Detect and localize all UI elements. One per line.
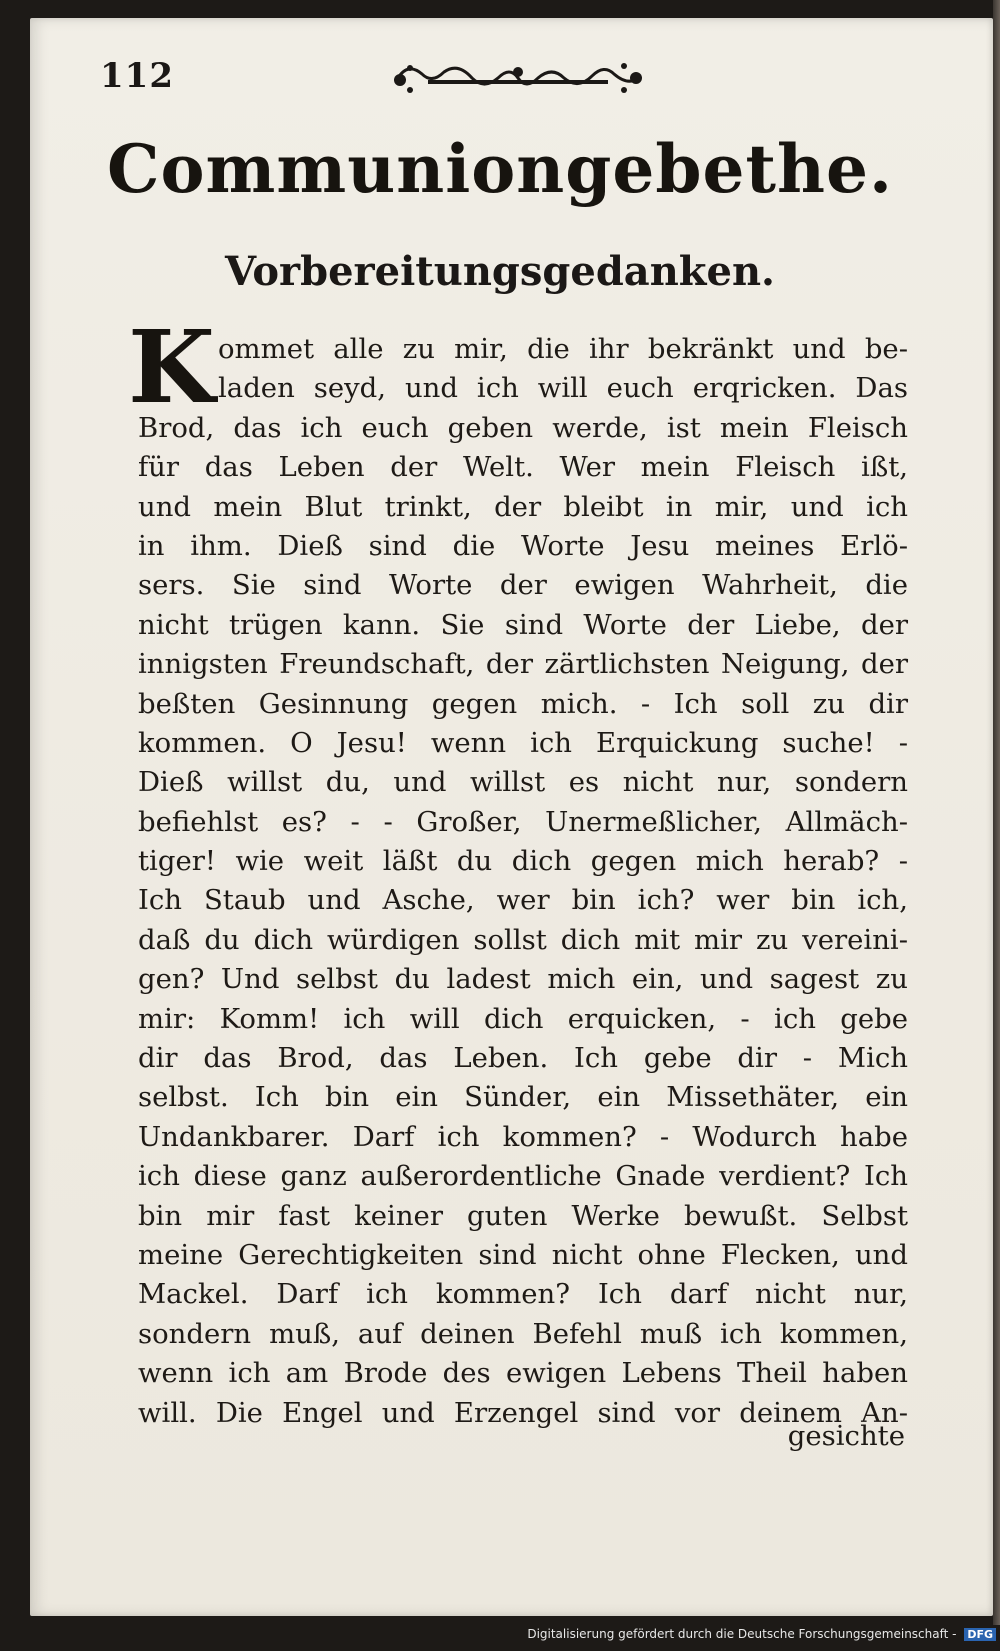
dfg-logo: DFG — [964, 1628, 996, 1641]
text-line: tiger! wie weit läßt du dich gegen mich herab? - — [138, 845, 908, 878]
text-line: Mackel. Darf ich kommen? Ich darf nicht nur, — [138, 1278, 908, 1311]
text-line: wenn ich am Brode des ewigen Lebens Theil haben — [138, 1357, 908, 1390]
section-heading: Vorbereitungsgedanken. — [225, 248, 775, 295]
text-line: befiehlst es? - - Großer, Unermeßlicher, Allmäch- — [138, 805, 908, 838]
ornament-flourish — [388, 58, 648, 98]
page-number: 112 — [100, 56, 174, 96]
text-line: in ihm. Dieß sind die Worte Jesu meines Erlö- — [138, 529, 908, 562]
body-text — [138, 330, 908, 1433]
text-line: Brod, das ich euch geben werde, ist mein Fleisch — [138, 411, 908, 444]
text-line: kommen. O Jesu! wenn ich Erquickung suche! - — [138, 726, 908, 759]
text-line: selbst. Ich bin ein Sünder, ein Missethäter, ein — [138, 1081, 908, 1114]
text-line: ommet alle zu mir, die ihr bekränkt und be- — [218, 333, 908, 365]
text-line: für das Leben der Welt. Wer mein Fleisch ißt, — [138, 451, 908, 484]
text-line: mir: Komm! ich will dich erquicken, - ich gebe — [138, 1002, 908, 1035]
text-line: bin mir fast keiner guten Werke bewußt. Selbst — [138, 1199, 908, 1232]
text-line: gen? Und selbst du ladest mich ein, und sagest zu — [138, 963, 908, 996]
text-line: nicht trügen kann. Sie sind Worte der Liebe, der — [138, 608, 908, 641]
text-line: Undankbarer. Darf ich kommen? - Wodurch habe — [138, 1120, 908, 1153]
footer-credit: Digitalisierung gefördert durch die Deutsche Forschungsgemeinschaft - — [527, 1627, 957, 1641]
text-line: laden seyd, und ich will euch erqricken. Das — [218, 372, 908, 405]
page-title: Communiongebethe. — [107, 130, 893, 208]
text-line: sers. Sie sind Worte der ewigen Wahrheit, die — [138, 569, 908, 602]
text-line: innigsten Freundschaft, der zärtlichsten Neigung, der — [138, 648, 908, 681]
text-line: daß du dich würdigen sollst dich mit mir zu vereini- — [138, 923, 908, 956]
digitization-footer — [0, 1627, 996, 1641]
text-line: und mein Blut trinkt, der bleibt in mir, und ich — [138, 490, 908, 523]
text-line: beßten Gesinnung gegen mich. - Ich soll zu dir — [138, 687, 908, 720]
text-line: meine Gerechtigkeiten sind nicht ohne Flecken, und — [138, 1238, 908, 1271]
text-line: Ich Staub und Asche, wer bin ich? wer bin ich, — [138, 884, 908, 917]
drop-cap: K — [128, 308, 215, 426]
text-line: ich diese ganz außerordentliche Gnade verdient? Ich — [138, 1160, 908, 1193]
book-edge — [993, 0, 1000, 1625]
text-line: Dieß willst du, und willst es nicht nur, sondern — [138, 766, 908, 799]
text-line: sondern muß, auf deinen Befehl muß ich kommen, — [138, 1317, 908, 1350]
catchword: gesichte — [787, 1420, 905, 1452]
text-line: dir das Brod, das Leben. Ich gebe dir - Mich — [138, 1042, 908, 1075]
text-line: will. Die Engel und Erzengel sind vor deinem An- — [138, 1396, 908, 1429]
